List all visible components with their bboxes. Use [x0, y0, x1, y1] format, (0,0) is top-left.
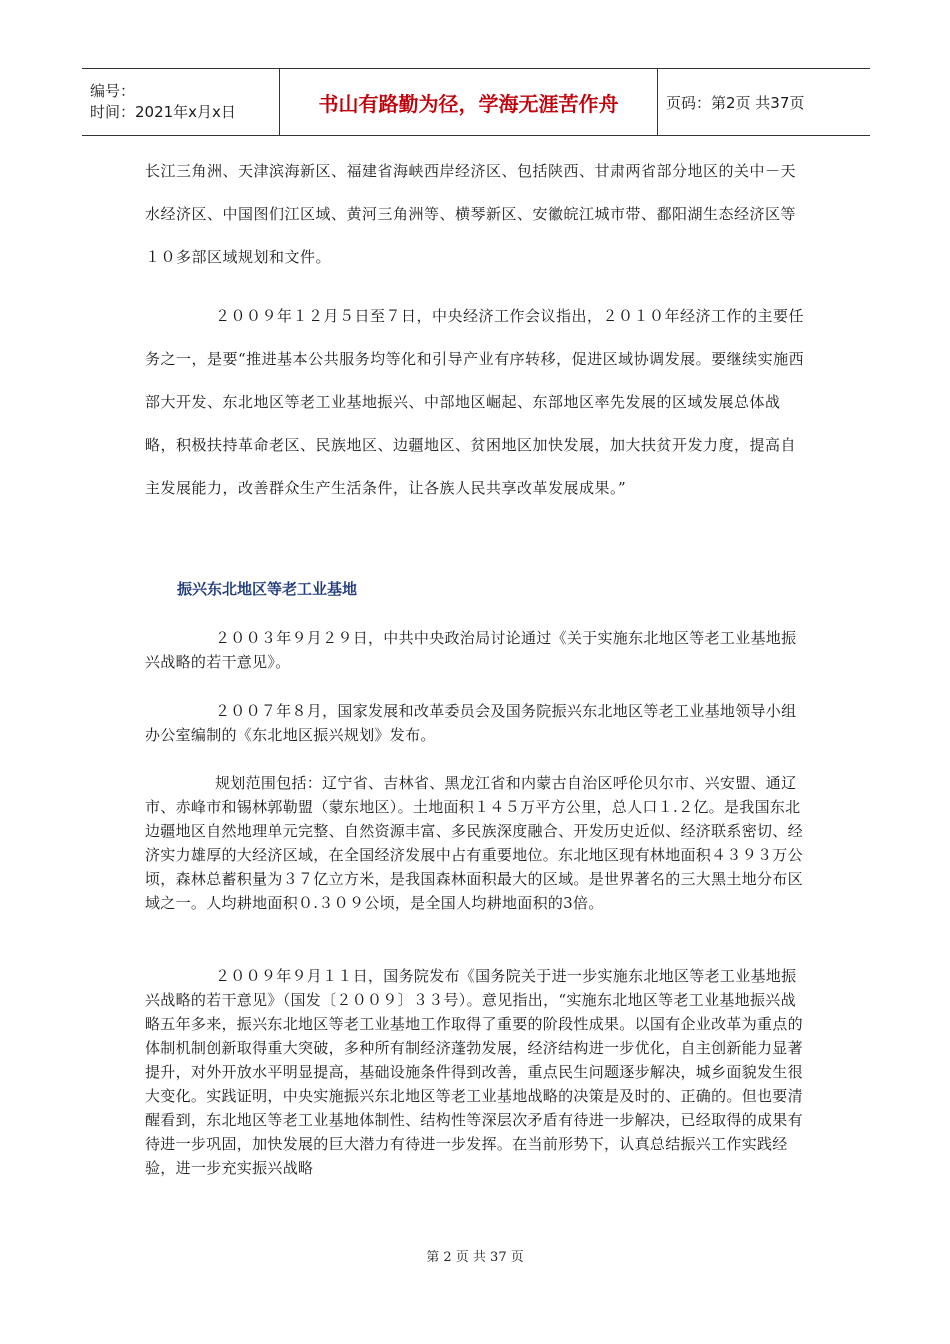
- paragraph-3: [145, 626, 805, 674]
- paragraph-6: [145, 964, 805, 1180]
- doc-time-label: 时间：2021年x月x日: [90, 103, 236, 121]
- paragraph-1-text: 长江三角洲、天津滨海新区、福建省海峡西岸经济区、包括陕西、甘肃两省部分地区的关中－天水经济区、中国图们江区域、黄河三角洲等、横琴新区、安徽皖江城市带、鄱阳湖生态经济区等１０多部区域规划和文件。: [145, 162, 797, 266]
- page-footer: 第 2 页 共 37 页: [426, 1250, 524, 1265]
- paragraph-4: [145, 699, 805, 747]
- paragraph-2-text: ２００９年１２月５日至７日，中央经济工作会议指出，２０１０年经济工作的主要任务之一，是要“推进基本公共服务均等化和引导产业有序转移，促进区域协调发展。要继续实施西部大开发、东北地区等老工业基地振兴、中部地区崛起、东部地区率先发展的区域发展总体战略，积极扶持革命老区、民族地区、边疆地区、贫困地区加快发展，加大扶贫开发力度，提高自主发展能力，改善群众生产生活条件，让各族人民共享改革发展成果。”: [145, 307, 805, 497]
- paragraph-4-text: ２００７年８月，国家发展和改革委员会及国务院振兴东北地区等老工业基地领导小组办公室编制的《东北地区振兴规划》发布。: [145, 702, 797, 744]
- paragraph-5: [145, 771, 805, 915]
- doc-number-label: 编号：: [90, 82, 136, 100]
- header-page-label: 页码：第2页 共37页: [666, 93, 805, 112]
- paragraph-2: [145, 295, 805, 510]
- section-heading: 振兴东北地区等老工业基地: [177, 580, 358, 598]
- header-meta: [82, 69, 280, 135]
- paragraph-6-text: ２００９年９月１１日，国务院发布《国务院关于进一步实施东北地区等老工业基地振兴战略的若干意见》（国发〔２００９〕３３号）。意见指出，“实施东北地区等老工业基地振兴战略五年多来，振兴东北地区等老工业基地工作取得了重要的阶段性成果。以国有企业改革为重点的体制机制创新取得重大突破，多种所有制经济蓬勃发展，经济结构进一步优化，自主创新能力显著提升，对外开放水平明显提高，基础设施条件得到改善，重点民生问题逐步解决，城乡面貌发生很大变化。实践证明，中央实施振兴东北地区等老工业基地战略的决策是及时的、正确的。但也要清醒看到，东北地区等老工业基地体制性、结构性等深层次矛盾有待进一步解决，已经取得的成果有待进一步巩固，加快发展的巨大潜力有待进一步发挥。在当前形势下，认真总结振兴工作实践经验，进一步充实振兴战略: [145, 967, 803, 1177]
- header-motto: 书山有路勤为径，学海无涯苦作舟: [280, 69, 658, 135]
- paragraph-1: [145, 150, 805, 279]
- page-header: [82, 68, 870, 136]
- paragraph-3-text: ２００３年９月２９日，中共中央政治局讨论通过《关于实施东北地区等老工业基地振兴战略的若干意见》。: [145, 629, 797, 671]
- paragraph-5-text: 规划范围包括：辽宁省、吉林省、黑龙江省和内蒙古自治区呼伦贝尔市、兴安盟、通辽市、赤峰市和锡林郭勒盟（蒙东地区）。土地面积１４５万平方公里，总人口１.２亿。是我国东北边疆地区自然地理单元完整、自然资源丰富、多民族深度融合、开发历史近似、经济联系密切、经济实力雄厚的大经济区域，在全国经济发展中占有重要地位。东北地区现有林地面积４３９３万公顷，森林总蓄积量为３７亿立方米，是我国森林面积最大的区域。是世界著名的三大黑土地分布区域之一。人均耕地面积０.３０９公顷，是全国人均耕地面积的3倍。: [145, 774, 803, 912]
